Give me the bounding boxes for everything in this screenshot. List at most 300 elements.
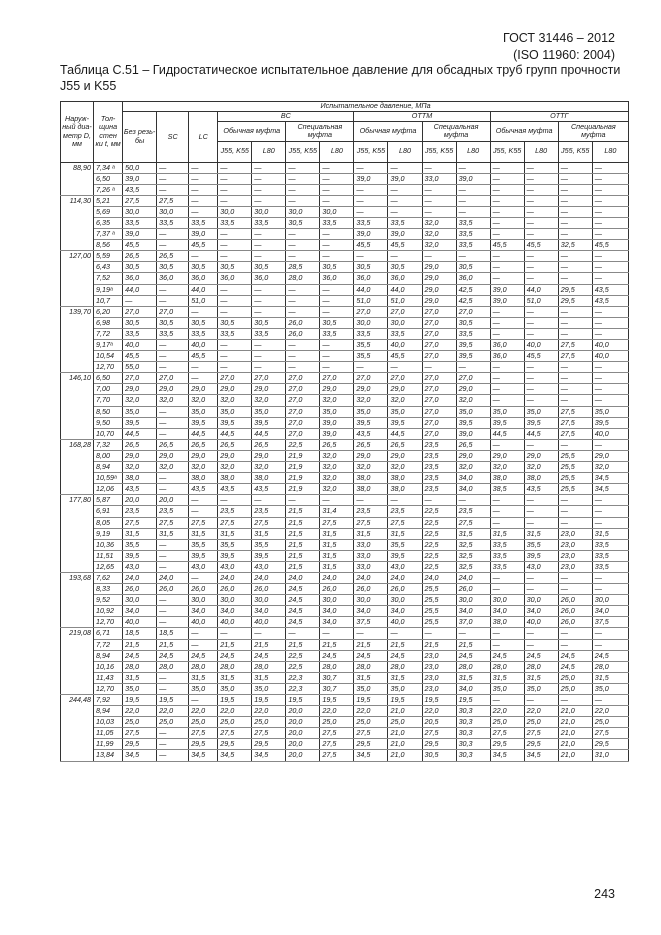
pressure-cell: 42,5 xyxy=(456,284,490,295)
pressure-cell: — xyxy=(157,739,189,750)
pressure-cell: 36,0 xyxy=(123,273,157,284)
pressure-cell: 33,5 xyxy=(189,328,218,339)
pressure-cell: — xyxy=(422,628,456,639)
wall-thickness-cell: 8,05 xyxy=(94,517,123,528)
pressure-cell: 39,5 xyxy=(456,417,490,428)
pressure-cell: 44,5 xyxy=(524,428,558,439)
pressure-cell: 39,0 xyxy=(388,173,422,184)
pressure-cell: 27,0 xyxy=(422,417,456,428)
wall-thickness-cell: 11,51 xyxy=(94,550,123,561)
pressure-cell: 44,5 xyxy=(189,428,218,439)
pressure-cell: 30,0 xyxy=(320,206,354,217)
header-l80: L80 xyxy=(524,141,558,162)
pressure-cell: — xyxy=(558,572,592,583)
pressure-cell: 28,0 xyxy=(320,661,354,672)
pressure-cell: 39,0 xyxy=(490,284,524,295)
header-j55k55: J55, K55 xyxy=(354,141,388,162)
pressure-cell: 27,0 xyxy=(422,373,456,384)
pressure-cell: — xyxy=(157,406,189,417)
pressure-cell: 25,0 xyxy=(218,717,252,728)
pressure-cell: 35,5 xyxy=(354,351,388,362)
header-j55k55: J55, K55 xyxy=(286,141,320,162)
pressure-cell: — xyxy=(354,251,388,262)
pressure-cell: 34,5 xyxy=(189,750,218,761)
pressure-cell: 34,5 xyxy=(354,750,388,761)
pressure-cell: 27,5 xyxy=(218,728,252,739)
pressure-cell: 33,5 xyxy=(456,240,490,251)
header-l80: L80 xyxy=(592,141,628,162)
pressure-cell: 33,5 xyxy=(123,328,157,339)
pressure-cell: — xyxy=(524,695,558,706)
pressure-cell: — xyxy=(286,251,320,262)
pressure-cell: — xyxy=(286,295,320,306)
table-row xyxy=(61,229,629,240)
wall-thickness-cell: 12,65 xyxy=(94,561,123,572)
pressure-cell: 27,0 xyxy=(422,384,456,395)
pressure-cell: 33,5 xyxy=(592,561,628,572)
table-row xyxy=(61,173,629,184)
table-row xyxy=(61,695,629,706)
pressure-cell: 27,5 xyxy=(157,517,189,528)
pressure-cell: 27,0 xyxy=(286,384,320,395)
wall-thickness-cell: 9,52 xyxy=(94,595,123,606)
pressure-cell: 30,0 xyxy=(157,206,189,217)
pressure-cell: 43,5 xyxy=(123,484,157,495)
pressure-cell: — xyxy=(524,517,558,528)
table-row xyxy=(61,273,629,284)
pressure-cell: 24,5 xyxy=(286,595,320,606)
pressure-cell: 32,0 xyxy=(320,473,354,484)
pressure-cell: 29,0 xyxy=(354,384,388,395)
pressure-cell: 21,5 xyxy=(286,539,320,550)
pressure-cell: 26,0 xyxy=(354,584,388,595)
pressure-cell: — xyxy=(157,473,189,484)
pressure-cell: 29,0 xyxy=(422,284,456,295)
pressure-cell: — xyxy=(422,206,456,217)
pressure-cell: 35,5 xyxy=(524,539,558,550)
pressure-cell: 22,0 xyxy=(123,706,157,717)
pressure-cell: — xyxy=(354,162,388,173)
pressure-cell: 30,3 xyxy=(456,706,490,717)
pressure-cell: 27,0 xyxy=(354,373,388,384)
pressure-cell: 40,0 xyxy=(123,340,157,351)
pressure-cell: — xyxy=(524,506,558,517)
pressure-cell: — xyxy=(320,351,354,362)
pressure-cell: 27,5 xyxy=(558,351,592,362)
pressure-cell: 39,0 xyxy=(354,229,388,240)
table-row xyxy=(61,528,629,539)
pressure-cell: 44,5 xyxy=(123,428,157,439)
pressure-cell: 23,5 xyxy=(422,484,456,495)
wall-thickness-cell: 8,33 xyxy=(94,584,123,595)
pressure-cell: 29,5 xyxy=(558,284,592,295)
pressure-cell: 35,0 xyxy=(189,406,218,417)
pressure-cell: 24,0 xyxy=(286,572,320,583)
pressure-cell: — xyxy=(388,362,422,373)
pressure-cell: 27,5 xyxy=(320,750,354,761)
pressure-cell: 29,0 xyxy=(422,295,456,306)
pressure-cell: 26,0 xyxy=(558,606,592,617)
pressure-cell: 26,0 xyxy=(157,584,189,595)
pressure-cell: 39,0 xyxy=(189,229,218,240)
header-ottg-special: Специальная муфта xyxy=(558,121,628,141)
wall-thickness-cell: 5,69 xyxy=(94,206,123,217)
pressure-cell: 39,0 xyxy=(388,229,422,240)
pressure-cell: — xyxy=(157,340,189,351)
wall-thickness-cell: 10,92 xyxy=(94,606,123,617)
wall-thickness-cell: 7,00 xyxy=(94,384,123,395)
pressure-cell: 29,0 xyxy=(422,273,456,284)
pressure-cell: — xyxy=(524,206,558,217)
wall-thickness-cell: 6,98 xyxy=(94,317,123,328)
pressure-cell: 24,5 xyxy=(286,617,320,628)
pressure-cell: 28,0 xyxy=(490,661,524,672)
pressure-cell: — xyxy=(558,584,592,595)
pressure-cell: 20,0 xyxy=(157,495,189,506)
pressure-cell: 29,5 xyxy=(354,739,388,750)
pressure-cell: 27,0 xyxy=(157,373,189,384)
pressure-cell: — xyxy=(524,306,558,317)
pressure-cell: 18,5 xyxy=(123,628,157,639)
pressure-cell: 31,5 xyxy=(524,528,558,539)
pressure-cell: 34,0 xyxy=(189,606,218,617)
pressure-cell: 43,5 xyxy=(524,484,558,495)
pressure-cell: — xyxy=(218,195,252,206)
pressure-cell: 32,0 xyxy=(320,450,354,461)
pressure-cell: 29,0 xyxy=(189,450,218,461)
table-row xyxy=(61,484,629,495)
pressure-cell: — xyxy=(218,340,252,351)
pressure-cell: 51,0 xyxy=(354,295,388,306)
pressure-cell: 21,0 xyxy=(558,706,592,717)
pressure-cell: 21,0 xyxy=(388,706,422,717)
wall-thickness-cell: 11,99 xyxy=(94,739,123,750)
pressure-cell: 32,0 xyxy=(524,462,558,473)
header-sc: SC xyxy=(157,112,189,163)
pressure-cell: 32,5 xyxy=(558,240,592,251)
wall-thickness-cell: 6,35 xyxy=(94,217,123,228)
pressure-cell: 27,5 xyxy=(354,728,388,739)
pressure-cell: 43,5 xyxy=(123,184,157,195)
pressure-cell: — xyxy=(558,395,592,406)
table-row xyxy=(61,162,629,173)
pressure-cell: — xyxy=(123,295,157,306)
pressure-cell: 27,5 xyxy=(422,728,456,739)
pressure-cell: 31,5 xyxy=(456,672,490,683)
pressure-cell: 30,7 xyxy=(320,683,354,694)
header-l80: L80 xyxy=(456,141,490,162)
pressure-cell: 24,0 xyxy=(354,572,388,583)
pressure-cell: 30,5 xyxy=(286,217,320,228)
pressure-cell: 26,0 xyxy=(218,584,252,595)
table-row xyxy=(61,550,629,561)
pressure-cell: 33,5 xyxy=(592,539,628,550)
pressure-cell: 28,0 xyxy=(218,661,252,672)
pressure-cell: — xyxy=(558,695,592,706)
header-bc-special: Специальная муфта xyxy=(286,121,354,141)
pressure-cell: 40,0 xyxy=(218,617,252,628)
pressure-cell: 26,5 xyxy=(252,439,286,450)
pressure-cell: 55,0 xyxy=(123,362,157,373)
pressure-cell: 26,0 xyxy=(189,584,218,595)
pressure-cell: — xyxy=(252,628,286,639)
outer-diameter-cell: 139,70 xyxy=(61,306,94,373)
pressure-cell: 31,5 xyxy=(157,528,189,539)
pressure-cell: 22,5 xyxy=(286,650,320,661)
pressure-cell: — xyxy=(354,184,388,195)
pressure-cell: 34,5 xyxy=(490,750,524,761)
outer-diameter-cell: 193,68 xyxy=(61,572,94,627)
pressure-cell: 33,5 xyxy=(157,328,189,339)
pressure-cell: — xyxy=(157,362,189,373)
header-ottm: ОТТМ xyxy=(354,112,490,122)
pressure-cell: — xyxy=(558,262,592,273)
pressure-cell: 29,0 xyxy=(252,384,286,395)
pressure-cell: 21,0 xyxy=(558,739,592,750)
pressure-cell: 30,5 xyxy=(422,750,456,761)
pressure-cell: — xyxy=(558,384,592,395)
table-row xyxy=(61,639,629,650)
pressure-cell: 27,0 xyxy=(456,306,490,317)
pressure-cell: 39,5 xyxy=(218,417,252,428)
pressure-cell: — xyxy=(157,162,189,173)
table-row xyxy=(61,661,629,672)
pressure-cell: 24,5 xyxy=(354,650,388,661)
pressure-cell: 28,5 xyxy=(286,262,320,273)
wall-thickness-cell: 7,92 xyxy=(94,695,123,706)
pressure-cell: 27,5 xyxy=(592,728,628,739)
pressure-cell: 19,5 xyxy=(354,695,388,706)
pressure-cell: 19,5 xyxy=(123,695,157,706)
pressure-cell: 27,5 xyxy=(524,728,558,739)
pressure-cell: — xyxy=(592,695,628,706)
pressure-cell: 30,0 xyxy=(218,206,252,217)
pressure-cell: — xyxy=(320,340,354,351)
pressure-table xyxy=(60,101,629,762)
pressure-cell: 28,0 xyxy=(388,661,422,672)
pressure-cell: 27,0 xyxy=(422,306,456,317)
wall-thickness-cell: 10,59ᵃ xyxy=(94,473,123,484)
pressure-cell: 36,0 xyxy=(490,340,524,351)
pressure-cell: 22,0 xyxy=(157,706,189,717)
pressure-cell: — xyxy=(218,284,252,295)
pressure-cell: — xyxy=(422,195,456,206)
pressure-cell: 23,5 xyxy=(157,506,189,517)
pressure-cell: 37,5 xyxy=(354,617,388,628)
pressure-cell: 29,5 xyxy=(592,739,628,750)
pressure-cell: 27,0 xyxy=(422,406,456,417)
pressure-cell: 27,5 xyxy=(558,340,592,351)
pressure-cell: — xyxy=(490,195,524,206)
wall-thickness-cell: 10,7 xyxy=(94,295,123,306)
pressure-cell: — xyxy=(320,295,354,306)
pressure-cell: 26,5 xyxy=(320,439,354,450)
pressure-cell: 32,0 xyxy=(320,395,354,406)
pressure-cell: — xyxy=(490,362,524,373)
pressure-cell: 31,5 xyxy=(320,550,354,561)
pressure-cell: 34,0 xyxy=(456,473,490,484)
pressure-cell: 34,0 xyxy=(320,617,354,628)
pressure-cell: 35,5 xyxy=(252,539,286,550)
pressure-cell: — xyxy=(157,240,189,251)
pressure-cell: 39,0 xyxy=(490,295,524,306)
pressure-cell: 36,0 xyxy=(189,273,218,284)
pressure-cell: — xyxy=(524,195,558,206)
pressure-cell: — xyxy=(189,162,218,173)
table-row xyxy=(61,617,629,628)
pressure-cell: 40,0 xyxy=(388,340,422,351)
pressure-cell: 43,5 xyxy=(252,484,286,495)
pressure-cell: 27,5 xyxy=(320,728,354,739)
pressure-cell: 31,5 xyxy=(218,528,252,539)
pressure-table-container xyxy=(60,101,629,762)
pressure-cell: 19,5 xyxy=(218,695,252,706)
header-bc: BC xyxy=(218,112,354,122)
pressure-cell: 39,5 xyxy=(189,417,218,428)
pressure-cell: — xyxy=(490,273,524,284)
table-row xyxy=(61,650,629,661)
pressure-cell: 21,9 xyxy=(286,473,320,484)
pressure-cell: 22,0 xyxy=(524,706,558,717)
pressure-cell: 39,0 xyxy=(320,428,354,439)
pressure-cell: — xyxy=(388,184,422,195)
pressure-cell: — xyxy=(558,628,592,639)
pressure-cell: 34,5 xyxy=(123,750,157,761)
pressure-cell: — xyxy=(157,606,189,617)
pressure-cell: — xyxy=(592,395,628,406)
pressure-cell: 33,5 xyxy=(490,550,524,561)
pressure-cell: — xyxy=(456,206,490,217)
pressure-cell: — xyxy=(592,639,628,650)
pressure-cell: 22,5 xyxy=(422,506,456,517)
pressure-cell: 38,0 xyxy=(524,473,558,484)
pressure-cell: 19,5 xyxy=(422,695,456,706)
pressure-cell: — xyxy=(592,206,628,217)
pressure-cell: 33,5 xyxy=(218,217,252,228)
pressure-cell: — xyxy=(189,695,218,706)
pressure-cell: 27,0 xyxy=(123,306,157,317)
pressure-cell: — xyxy=(524,262,558,273)
pressure-cell: — xyxy=(490,517,524,528)
table-body xyxy=(61,162,629,761)
pressure-cell: 35,0 xyxy=(189,683,218,694)
pressure-cell: 31,5 xyxy=(252,672,286,683)
pressure-cell: 35,5 xyxy=(354,340,388,351)
pressure-cell: 27,0 xyxy=(252,373,286,384)
pressure-cell: — xyxy=(189,495,218,506)
pressure-cell: — xyxy=(558,373,592,384)
pressure-cell: 19,5 xyxy=(320,695,354,706)
pressure-cell: 45,5 xyxy=(524,351,558,362)
pressure-cell: — xyxy=(189,572,218,583)
header-j55k55: J55, K55 xyxy=(490,141,524,162)
pressure-cell: 31,5 xyxy=(388,528,422,539)
pressure-cell: 40,0 xyxy=(524,617,558,628)
header-j55k55: J55, K55 xyxy=(558,141,592,162)
pressure-cell: 21,9 xyxy=(286,484,320,495)
pressure-cell: 30,0 xyxy=(388,595,422,606)
pressure-cell: — xyxy=(490,184,524,195)
table-row xyxy=(61,195,629,206)
pressure-cell: 32,0 xyxy=(157,395,189,406)
pressure-cell: 31,5 xyxy=(252,528,286,539)
table-row xyxy=(61,384,629,395)
wall-thickness-cell: 12,70 xyxy=(94,683,123,694)
pressure-cell: — xyxy=(189,362,218,373)
pressure-cell: 34,5 xyxy=(524,750,558,761)
wall-thickness-cell: 8,50 xyxy=(94,406,123,417)
pressure-cell: 39,0 xyxy=(354,173,388,184)
pressure-cell: — xyxy=(490,206,524,217)
pressure-cell: — xyxy=(558,328,592,339)
pressure-cell: 25,0 xyxy=(189,717,218,728)
pressure-cell: 25,0 xyxy=(490,717,524,728)
wall-thickness-cell: 5,21 xyxy=(94,195,123,206)
table-row xyxy=(61,495,629,506)
wall-thickness-cell: 6,71 xyxy=(94,628,123,639)
pressure-cell: — xyxy=(354,362,388,373)
wall-thickness-cell: 10,36 xyxy=(94,539,123,550)
pressure-cell: 43,5 xyxy=(189,484,218,495)
pressure-cell: 32,0 xyxy=(388,462,422,473)
pressure-cell: 24,0 xyxy=(456,572,490,583)
pressure-cell: — xyxy=(592,384,628,395)
pressure-cell: 45,5 xyxy=(123,240,157,251)
pressure-cell: 45,5 xyxy=(189,351,218,362)
pressure-cell: — xyxy=(218,240,252,251)
pressure-cell: 34,0 xyxy=(218,606,252,617)
pressure-cell: 24,5 xyxy=(592,650,628,661)
pressure-cell: — xyxy=(456,251,490,262)
pressure-cell: 22,5 xyxy=(422,528,456,539)
pressure-cell: 23,0 xyxy=(558,528,592,539)
pressure-cell: — xyxy=(592,229,628,240)
wall-thickness-cell: 7,70 xyxy=(94,395,123,406)
outer-diameter-cell: 219,08 xyxy=(61,628,94,695)
pressure-cell: — xyxy=(592,173,628,184)
pressure-cell: 27,0 xyxy=(218,373,252,384)
pressure-cell: — xyxy=(189,251,218,262)
pressure-cell: 32,0 xyxy=(218,462,252,473)
pressure-cell: 27,5 xyxy=(354,517,388,528)
pressure-cell: — xyxy=(456,628,490,639)
pressure-cell: 30,5 xyxy=(189,262,218,273)
pressure-cell: — xyxy=(252,340,286,351)
pressure-cell: 22,0 xyxy=(490,706,524,717)
pressure-cell: — xyxy=(157,284,189,295)
pressure-cell: — xyxy=(592,572,628,583)
pressure-cell: 35,0 xyxy=(123,406,157,417)
pressure-cell: 29,0 xyxy=(490,450,524,461)
pressure-cell: 33,5 xyxy=(354,217,388,228)
pressure-cell: 26,5 xyxy=(123,439,157,450)
pressure-cell: 29,0 xyxy=(388,384,422,395)
header-no-coupling: Без резь-бы xyxy=(123,112,157,163)
outer-diameter-cell: 114,30 xyxy=(61,195,94,250)
pressure-cell: 30,5 xyxy=(218,317,252,328)
pressure-cell: 22,0 xyxy=(422,706,456,717)
table-row xyxy=(61,572,629,583)
pressure-cell: 34,0 xyxy=(123,606,157,617)
pressure-cell: — xyxy=(218,362,252,373)
pressure-cell: 22,0 xyxy=(252,706,286,717)
pressure-cell: 31,5 xyxy=(592,672,628,683)
pressure-cell: — xyxy=(189,206,218,217)
pressure-cell: 22,5 xyxy=(422,550,456,561)
pressure-cell: 31,5 xyxy=(456,528,490,539)
pressure-cell: — xyxy=(524,317,558,328)
pressure-cell: 39,5 xyxy=(388,417,422,428)
